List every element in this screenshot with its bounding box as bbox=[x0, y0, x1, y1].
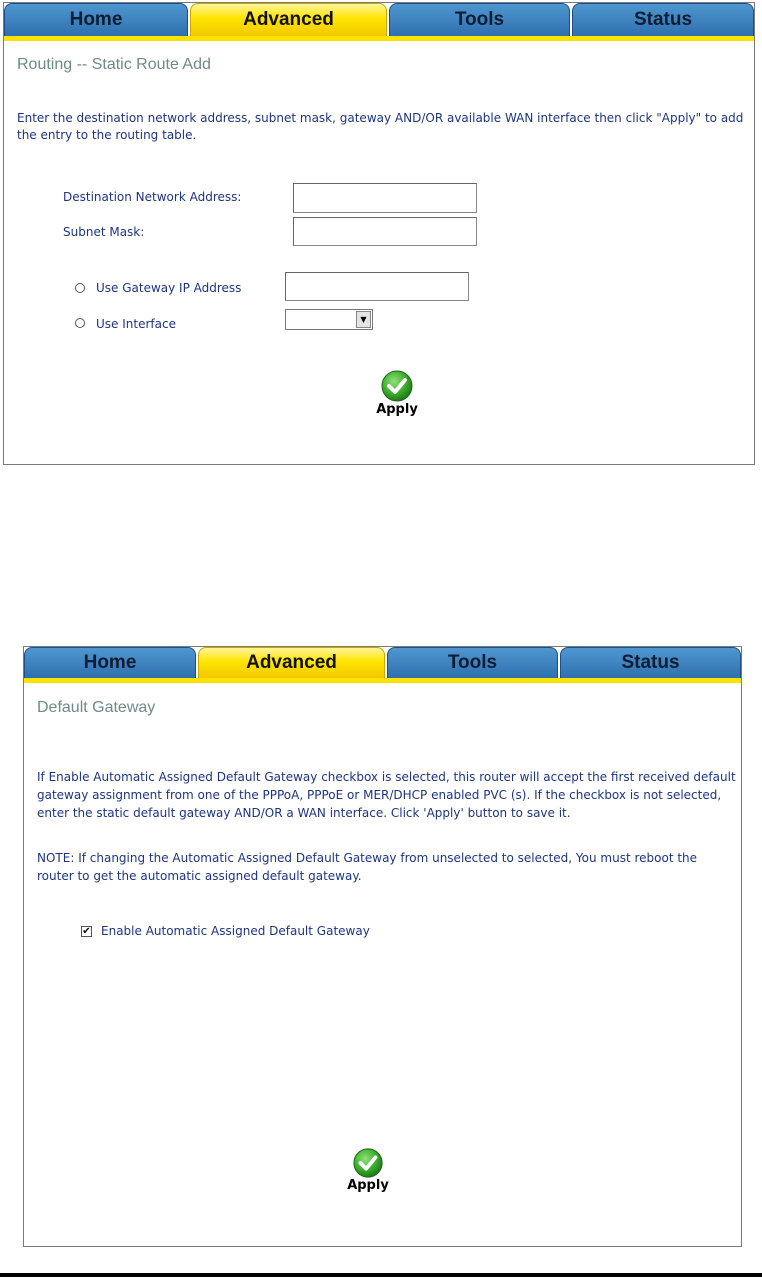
tab-tools[interactable]: Tools bbox=[389, 3, 570, 37]
tab-underline bbox=[4, 36, 754, 41]
subnet-mask-label: Subnet Mask: bbox=[63, 225, 145, 239]
apply-label: Apply bbox=[347, 1178, 389, 1193]
apply-button[interactable] bbox=[338, 1147, 398, 1193]
page-divider bbox=[0, 1273, 762, 1277]
tab-bar bbox=[4, 3, 754, 41]
check-circle-icon bbox=[380, 369, 414, 403]
apply-button[interactable] bbox=[367, 369, 427, 417]
apply-label: Apply bbox=[376, 402, 418, 417]
check-circle-icon bbox=[352, 1147, 384, 1179]
page-note: NOTE: If changing the Automatic Assigned Default Gateway from unselected to selected, You must reboot the router to get the automatic assigned default gateway. bbox=[37, 851, 698, 883]
chevron-down-icon[interactable]: ▼ bbox=[356, 311, 371, 328]
use-interface-label: Use Interface bbox=[96, 317, 176, 331]
destination-input[interactable] bbox=[293, 183, 477, 213]
tab-status[interactable]: Status bbox=[560, 647, 741, 679]
use-interface-radio[interactable] bbox=[75, 318, 85, 328]
use-gateway-label: Use Gateway IP Address bbox=[96, 281, 242, 295]
page-description: If Enable Automatic Assigned Default Gateway checkbox is selected, this router will accept the first received default gateway assignment from one of the PPPoA, PPPoE or MER/DHCP enabled PVC (s). If the checkbox is not selected, enter the static default gateway AND/OR a WAN interface. Click 'Apply' button to save it. bbox=[37, 770, 736, 820]
destination-label: Destination Network Address: bbox=[63, 190, 242, 204]
tab-tools[interactable]: Tools bbox=[387, 647, 558, 679]
gateway-ip-input[interactable] bbox=[285, 272, 469, 301]
tab-home[interactable]: Home bbox=[24, 647, 196, 679]
checkmark-icon: ✔ bbox=[82, 926, 91, 937]
page-description: Enter the destination network address, subnet mask, gateway AND/OR available WAN interface then click "Apply" to add the entry to the routing table. bbox=[17, 111, 744, 142]
interface-select[interactable] bbox=[285, 309, 373, 330]
page-title: Default Gateway bbox=[37, 699, 156, 716]
static-route-panel bbox=[3, 2, 755, 465]
subnet-mask-input[interactable] bbox=[293, 217, 477, 246]
auto-gateway-label: Enable Automatic Assigned Default Gateway bbox=[101, 924, 370, 938]
use-gateway-radio[interactable] bbox=[75, 283, 85, 293]
auto-gateway-checkbox[interactable] bbox=[81, 926, 92, 937]
tab-bar bbox=[24, 647, 741, 684]
tab-home[interactable]: Home bbox=[4, 3, 188, 37]
page-title: Routing -- Static Route Add bbox=[17, 56, 211, 73]
default-gateway-panel bbox=[23, 646, 742, 1247]
tab-underline bbox=[24, 678, 741, 683]
tab-advanced[interactable]: Advanced bbox=[190, 3, 387, 37]
tab-status[interactable]: Status bbox=[572, 3, 754, 37]
tab-advanced[interactable]: Advanced bbox=[198, 647, 385, 679]
